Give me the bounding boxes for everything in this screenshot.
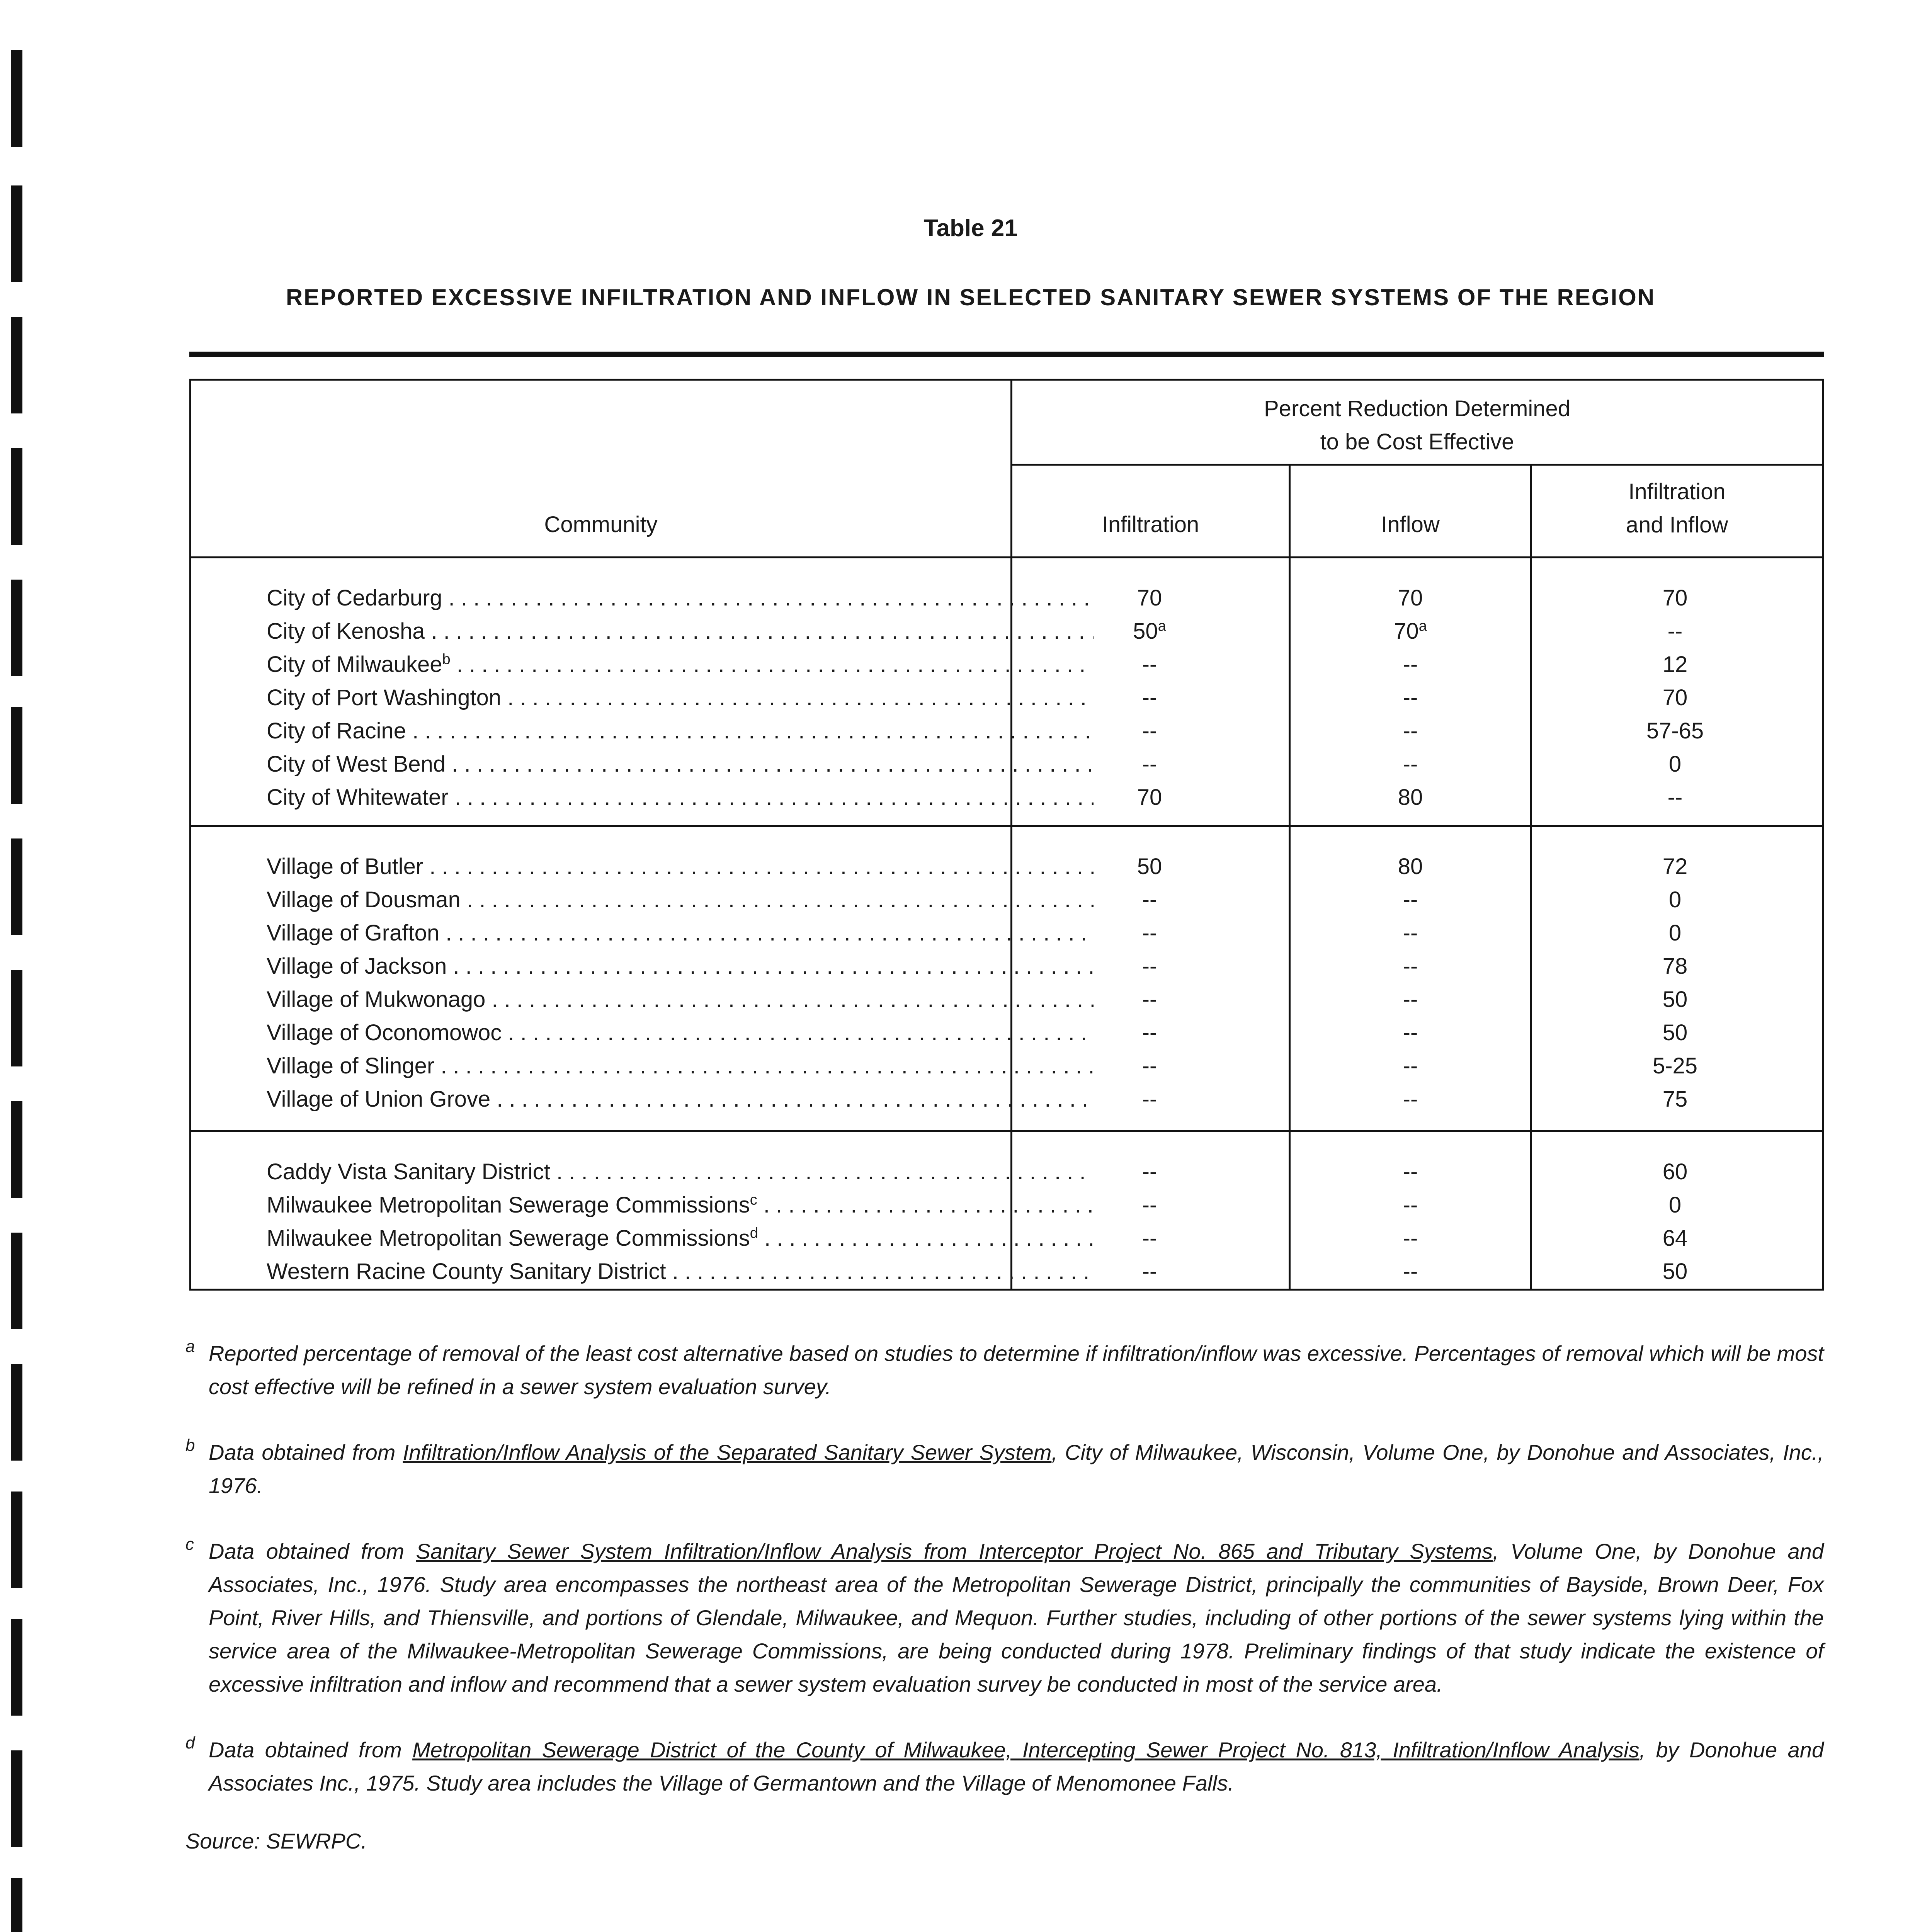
infiltration-and-inflow-cell: 75 (1662, 1087, 1688, 1112)
community-name: Village of Grafton . . . (267, 917, 1094, 950)
table-title: REPORTED EXCESSIVE INFILTRATION AND INFLOW IN SELECTED SANITARY SEWER SYSTEMS OF THE REGION (286, 284, 1656, 310)
infiltration-and-inflow-cell: 72 (1662, 854, 1688, 879)
infiltration-cell: -- (1142, 1087, 1157, 1112)
infiltration-and-inflow-cell: 12 (1662, 652, 1688, 677)
community-name: City of Racine . . . (267, 714, 1094, 748)
table-row (191, 1083, 1822, 1116)
inflow-cell: -- (1403, 1053, 1418, 1078)
header-infiltration: Infiltration (1102, 512, 1199, 537)
footnote-mark: b (185, 1436, 195, 1455)
inflow-cell: 70$^a$ (1394, 618, 1427, 644)
infiltration-cell: 70 (1137, 785, 1162, 810)
inflow-cell: -- (1403, 718, 1418, 743)
infiltration-and-inflow-cell: 50 (1662, 1259, 1688, 1284)
community-name: City of Port Washington . . . (267, 681, 1094, 714)
table-row (191, 983, 1822, 1016)
infiltration-cell: -- (1142, 920, 1157, 946)
infiltration-and-inflow-cell: 0 (1668, 887, 1682, 912)
footnote-text: Reported percentage of removal of the least cost alternative based on studies to determine if infiltration/inflow was excessive. Percentages of removal which will be most cost effective will be refined in a sewer system evaluation survey. (209, 1341, 1824, 1399)
source-note: Source: SEWRPC. (185, 1829, 367, 1853)
header-infiltration-and-inflow (1532, 475, 1822, 542)
infiltration-and-inflow-cell: 78 (1662, 954, 1688, 979)
footnote-mark: d (185, 1733, 195, 1752)
community-name: Village of Mukwonago . . . (267, 983, 1094, 1016)
table-row (191, 1016, 1822, 1049)
footnote-mark: c (185, 1535, 194, 1554)
community-name: Village of Dousman . . . (267, 883, 1094, 917)
inflow-cell: -- (1403, 1192, 1418, 1218)
infiltration-cell: -- (1142, 718, 1157, 743)
infiltration-and-inflow-cell: 60 (1662, 1159, 1688, 1184)
infiltration-cell: -- (1142, 752, 1157, 777)
footnote-mark: a (185, 1337, 195, 1356)
footnote-b: b Data obtained from Infiltration/Inflow Analysis of the Separated Sanitary Sewer System, City of Milwaukee, Wisconsin, Volume One, by Donohue and Associates, Inc., 1976. (185, 1436, 1824, 1502)
header-group-line2: to be Cost Effective (1320, 429, 1514, 454)
cited-title: Sanitary Sewer System Infiltration/Inflow Analysis from Interceptor Project No. 865 and Tributary Systems (416, 1539, 1493, 1563)
table-row (191, 883, 1822, 917)
table-row (191, 781, 1822, 814)
infiltration-cell: -- (1142, 1053, 1157, 1078)
header-group (1012, 392, 1822, 459)
community-name: Milwaukee Metropolitan Sewerage Commissions$^d$ . . . (267, 1222, 1094, 1255)
infiltration-cell: -- (1142, 1159, 1157, 1184)
community-name: City of West Bend . . . (267, 748, 1094, 781)
infiltration-cell: -- (1142, 954, 1157, 979)
inflow-cell: -- (1403, 954, 1418, 979)
table-row (191, 1222, 1822, 1255)
infiltration-and-inflow-cell: 57-65 (1646, 718, 1704, 743)
infiltration-cell: -- (1142, 1259, 1157, 1284)
header-inflow: Inflow (1381, 512, 1440, 537)
header-both-line1: Infiltration (1628, 479, 1726, 504)
community-name: Village of Butler . . . (267, 850, 1094, 883)
footnote-d: d Data obtained from Metropolitan Sewerage District of the County of Milwaukee, Intercepting Sewer Project No. 813, Infiltration/Inflow Analysis, by Donohue and Associates Inc., 1975. Study area includes the Village of Germantown and the Village of Menomonee Falls. (185, 1733, 1824, 1800)
table-row (191, 1049, 1822, 1083)
header-community: Community (544, 512, 658, 537)
community-name: Village of Slinger . . . (267, 1049, 1094, 1083)
infiltration-cell: 50$^a$ (1133, 618, 1166, 644)
table-row (191, 615, 1822, 648)
inflow-cell: 70 (1398, 585, 1423, 611)
community-name: City of Whitewater . . . (267, 781, 1094, 814)
infiltration-cell: -- (1142, 1226, 1157, 1251)
data-table (189, 379, 1824, 1291)
inflow-cell: -- (1403, 920, 1418, 946)
infiltration-cell: 50 (1137, 854, 1162, 879)
table-number: Table 21 (923, 215, 1018, 242)
inflow-cell: 80 (1398, 854, 1423, 879)
infiltration-cell: -- (1142, 652, 1157, 677)
infiltration-and-inflow-cell: -- (1667, 785, 1683, 810)
inflow-cell: -- (1403, 652, 1418, 677)
inflow-cell: -- (1403, 887, 1418, 912)
table-row (191, 681, 1822, 714)
infiltration-and-inflow-cell: 70 (1662, 685, 1688, 710)
community-name: Village of Oconomowoc . . . (267, 1016, 1094, 1049)
table-row (191, 648, 1822, 681)
community-name: Western Racine County Sanitary District . . . (267, 1255, 1094, 1288)
community-name: Village of Jackson . . . (267, 950, 1094, 983)
community-name: Caddy Vista Sanitary District . . . (267, 1155, 1094, 1189)
community-name: Village of Union Grove . . . (267, 1083, 1094, 1116)
inflow-cell: -- (1403, 1226, 1418, 1251)
header-group-line1: Percent Reduction Determined (1264, 396, 1571, 421)
inflow-cell: -- (1403, 685, 1418, 710)
infiltration-cell: -- (1142, 1020, 1157, 1045)
table-row (191, 582, 1822, 615)
infiltration-and-inflow-cell: 50 (1662, 987, 1688, 1012)
inflow-cell: -- (1403, 987, 1418, 1012)
infiltration-and-inflow-cell: 0 (1668, 752, 1682, 777)
footnote-a (185, 1337, 1824, 1403)
infiltration-and-inflow-cell: 0 (1668, 920, 1682, 946)
community-name: Milwaukee Metropolitan Sewerage Commissions$^c$ . . . (267, 1189, 1094, 1222)
infiltration-and-inflow-cell: 70 (1662, 585, 1688, 611)
inflow-cell: -- (1403, 752, 1418, 777)
table-row (191, 950, 1822, 983)
infiltration-cell: -- (1142, 685, 1157, 710)
inflow-cell: -- (1403, 1159, 1418, 1184)
infiltration-and-inflow-cell: 0 (1668, 1192, 1682, 1218)
header-both-line2: and Inflow (1626, 512, 1728, 537)
infiltration-cell: -- (1142, 1192, 1157, 1218)
title-rule (189, 352, 1824, 357)
infiltration-and-inflow-cell: 50 (1662, 1020, 1688, 1045)
footnote-c: c Data obtained from Sanitary Sewer System Infiltration/Inflow Analysis from Interceptor Project No. 865 and Tributary Systems, Volume One, by Donohue and Associates, Inc., 1976. Study area encompasses the northeast area of the Metropolitan Sewerage District, principally the communities of Bayside, Brown Deer, Fox Point, River Hills, and Thiensville, and portions of Glendale, Milwaukee, and Mequon. Further studies, including of other portions of the sewer systems lying within the service area of the Milwaukee-Metropolitan Sewerage Commissions, are being conducted during 1978. Preliminary findings of that study indicate the existence of excessive infiltration and inflow and recommend that a sewer system evaluation survey be conducted in most of the service area. (185, 1535, 1824, 1701)
community-name: City of Milwaukee$^b$ . . . (267, 648, 1094, 681)
table-row (191, 850, 1822, 883)
infiltration-and-inflow-cell: 5-25 (1652, 1053, 1698, 1078)
table-row (191, 1155, 1822, 1189)
infiltration-cell: -- (1142, 887, 1157, 912)
infiltration-cell: 70 (1137, 585, 1162, 611)
table-row (191, 714, 1822, 748)
table-row (191, 1255, 1822, 1288)
infiltration-and-inflow-cell: 64 (1662, 1226, 1688, 1251)
inflow-cell: -- (1403, 1020, 1418, 1045)
inflow-cell: 80 (1398, 785, 1423, 810)
footnotes (185, 1337, 1824, 1890)
table-row (191, 748, 1822, 781)
community-name: City of Kenosha . . . (267, 615, 1094, 648)
inflow-cell: -- (1403, 1087, 1418, 1112)
table-row (191, 1189, 1822, 1222)
cited-title: Infiltration/Inflow Analysis of the Separated Sanitary Sewer System (403, 1440, 1052, 1464)
infiltration-cell: -- (1142, 987, 1157, 1012)
table-row (191, 917, 1822, 950)
community-name: City of Cedarburg . . . (267, 582, 1094, 615)
infiltration-and-inflow-cell: -- (1667, 619, 1683, 644)
inflow-cell: -- (1403, 1259, 1418, 1284)
cited-title: Metropolitan Sewerage District of the County of Milwaukee, Intercepting Sewer Project No. 813, Infiltration/Inflow Analysis (412, 1738, 1639, 1762)
